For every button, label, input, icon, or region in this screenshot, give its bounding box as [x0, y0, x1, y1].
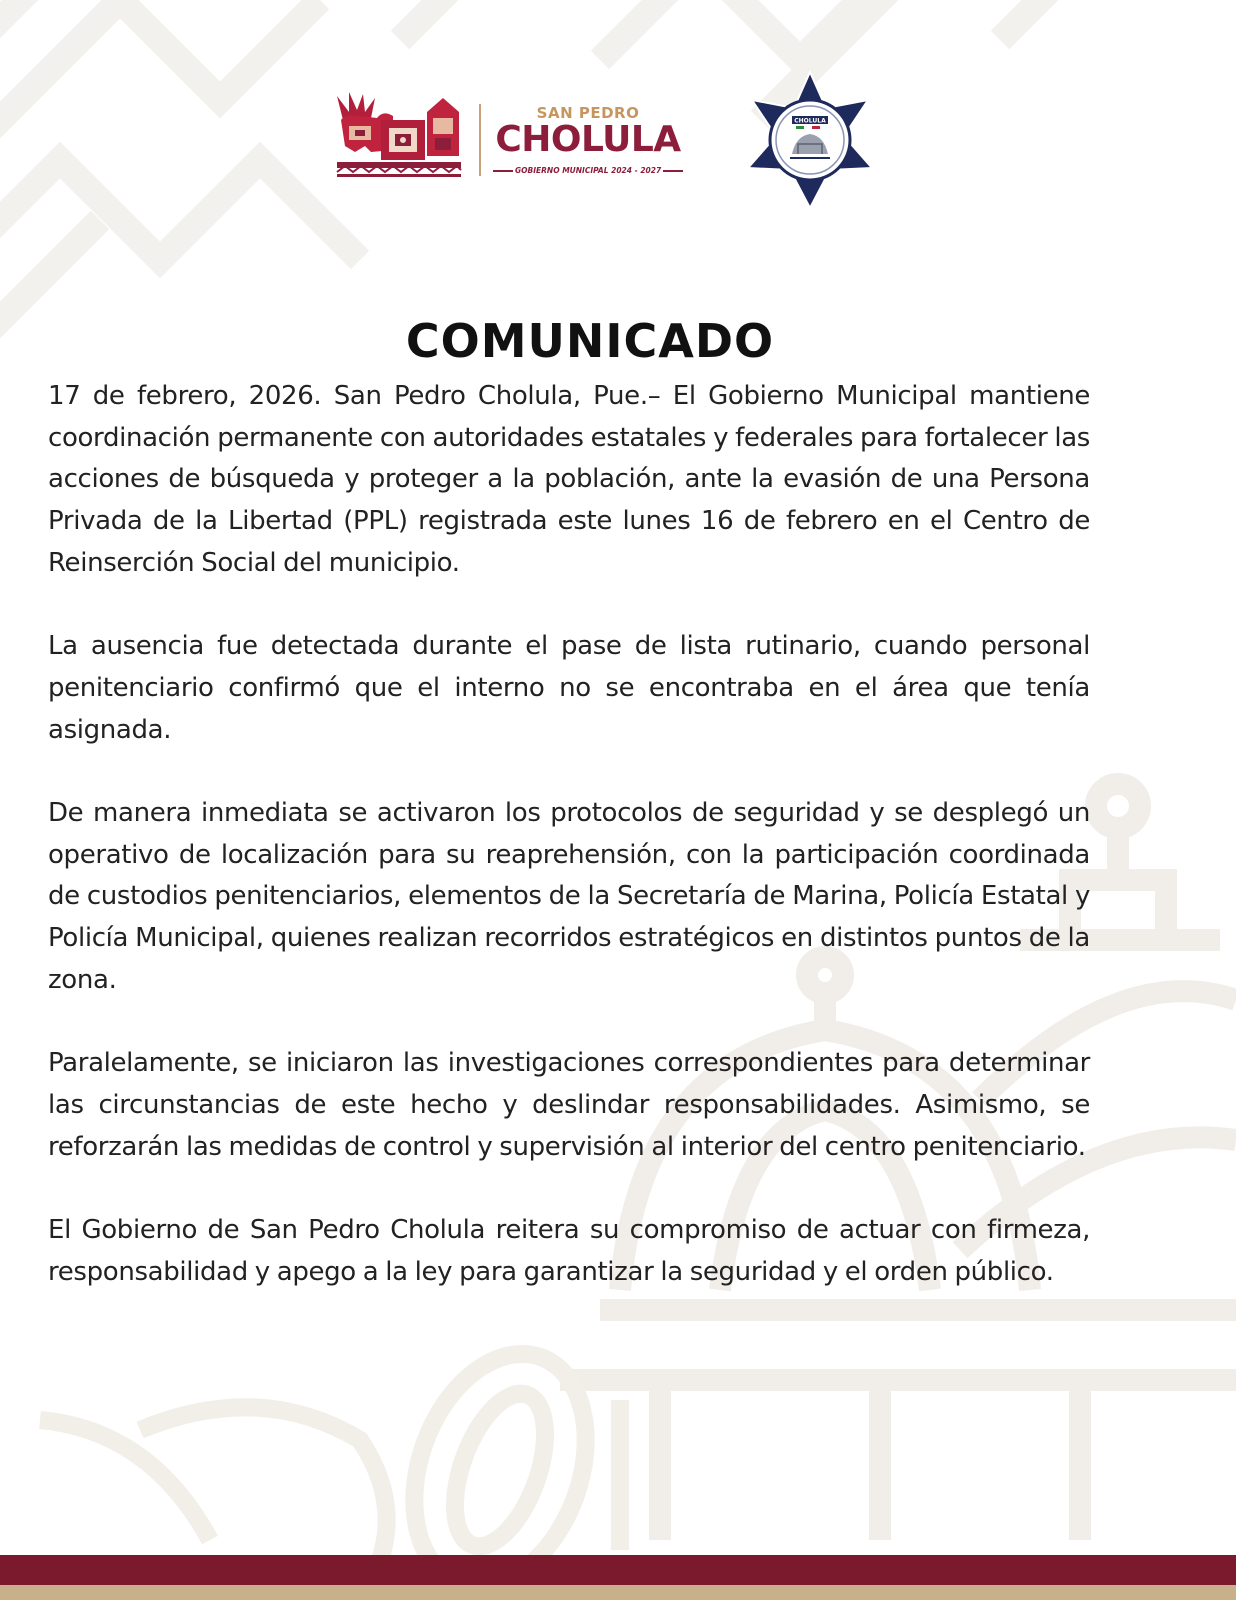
paragraph-4: Paralelamente, se iniciaron las investigaciones correspondientes para determinar las circunstancias de este hecho y deslindar responsabilidades. Asimismo, se reforzarán las medidas de control y supervisión al interior del centro penitenciario. [48, 1048, 1090, 1162]
cholula-wordmark [493, 104, 693, 175]
paragraph-1: 17 de febrero, 2026. San Pedro Cholula, Pue.– El Gobierno Municipal mantiene coordinación permanente con autoridades estatales y federales para fortalecer las acciones de búsqueda y proteger a la población, ante la evasión de una Persona Privada de la Libertad (PPL) registrada este lunes 16 de febrero en el Centro de Reinserción Social del municipio. [48, 381, 1090, 578]
header-logos [335, 90, 895, 210]
footer-stripe-gold [0, 1585, 1236, 1600]
municipality-small-label: SAN PEDRO [536, 104, 640, 122]
paragraph-3: De manera inmediata se activaron los protocolos de seguridad y se desplegó un operativo de localización para su reaprehensión, con la participación coordinada de custodios penitenciarios, elementos de la Secretaría de Marina, Policía Estatal y Policía Municipal, quienes realizan recorridos estratégicos en distintos puntos de la zona. [48, 798, 1090, 995]
tagline-rule-right [663, 170, 683, 172]
paragraph-2: La ausencia fue detectada durante el pase de lista rutinario, cuando personal penitenciario confirmó que el interno no se encontraba en el área que tenía asignada. [48, 631, 1090, 745]
logo-divider [479, 104, 481, 176]
municipality-tagline [493, 164, 683, 178]
page-title: COMUNICADO [405, 313, 775, 368]
press-release-body [48, 376, 1090, 1335]
municipality-name: CHOLULA [495, 119, 681, 160]
municipality-sub-label: GOBIERNO MUNICIPAL 2024 - 2027 [515, 166, 662, 175]
paragraph-5: El Gobierno de San Pedro Cholula reitera su compromiso de actuar con firmeza, responsabilidad y apego a la ley para garantizar la seguridad y el orden público. [48, 1215, 1090, 1287]
police-badge-logo [740, 70, 880, 210]
badge-label: CHOLULA [794, 117, 826, 125]
aztec-glyph-logo [335, 90, 465, 190]
tagline-rule-left [493, 170, 513, 172]
footer-stripe-red [0, 1555, 1236, 1585]
